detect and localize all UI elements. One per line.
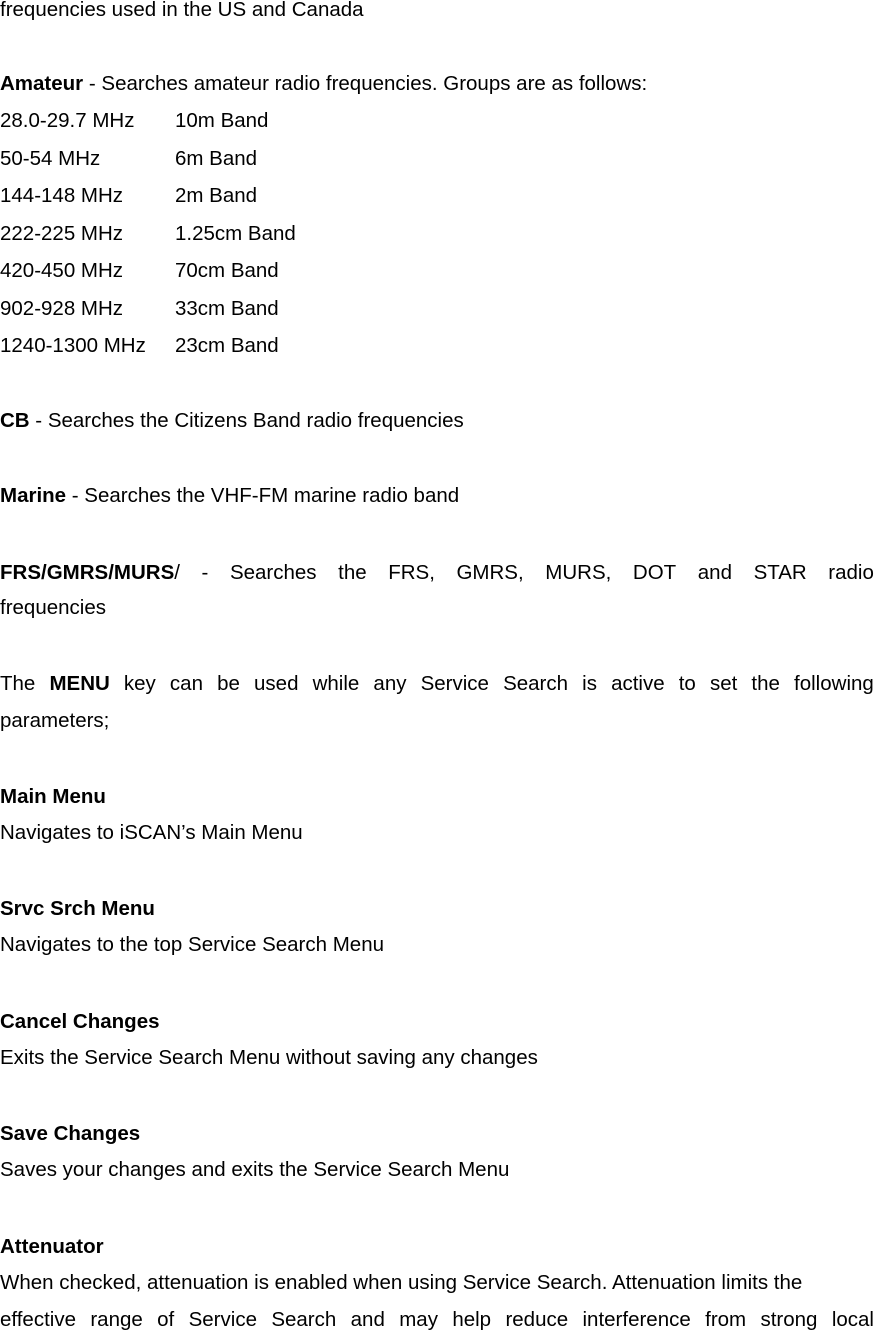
band-freq: 50-54 MHz (0, 147, 101, 170)
attenuator-word: Service (188, 1308, 257, 1331)
band-freq: 902-928 MHz (0, 297, 124, 320)
cb-term: CB (0, 409, 30, 432)
marine-term: Marine (0, 484, 67, 507)
menu-intro-word: used (254, 672, 299, 695)
save-changes-title: Save Changes (0, 1122, 141, 1145)
attenuator-word: Search (271, 1308, 337, 1331)
menu-intro-word: following (794, 672, 874, 695)
menu-intro-word: Search (503, 672, 569, 695)
attenuator-word: effective (0, 1308, 76, 1331)
band-freq: 144-148 MHz (0, 184, 124, 207)
srvc-srch-menu-title: Srvc Srch Menu (0, 897, 155, 920)
menu-intro-word: is (582, 672, 597, 695)
attenuator-title: Attenuator (0, 1235, 104, 1258)
cb-desc: - Searches the Citizens Band radio frequencies (29, 409, 464, 432)
attenuator-desc-line2 (0, 1308, 874, 1332)
amateur-desc: - Searches amateur radio frequencies. Groups are as follows: (83, 72, 648, 95)
frs-word: - (201, 561, 209, 584)
frs-word: radio (828, 561, 874, 584)
band-freq: 420-450 MHz (0, 259, 124, 282)
attenuator-word: interference (582, 1308, 691, 1331)
frs-word: / (174, 561, 180, 584)
band-name: 6m Band (175, 147, 258, 170)
attenuator-word: from (705, 1308, 747, 1331)
attenuator-word: range (90, 1308, 143, 1331)
band-freq: 28.0-29.7 MHz (0, 109, 135, 132)
attenuator-word: local (831, 1308, 874, 1331)
menu-intro-line1 (0, 672, 874, 696)
attenuator-word: and (350, 1308, 385, 1331)
menu-intro-word: while (312, 672, 360, 695)
frs-word: MURS, (545, 561, 612, 584)
amateur-term: Amateur (0, 72, 84, 95)
menu-intro-line2: parameters; (0, 709, 110, 732)
attenuator-word: strong (760, 1308, 818, 1331)
marine-desc: - Searches the VHF-FM marine radio band (66, 484, 460, 507)
attenuator-desc-line1: When checked, attenuation is enabled when using Service Search. Attenuation limits the (0, 1271, 803, 1294)
menu-intro-word: set (709, 672, 738, 695)
menu-intro-word: be (217, 672, 240, 695)
frs-word: DOT (632, 561, 677, 584)
menu-intro-word: The (0, 672, 36, 695)
attenuator-word: help (452, 1308, 492, 1331)
frs-word: STAR (753, 561, 807, 584)
band-name: 1.25cm Band (175, 222, 296, 245)
frs-term: FRS/GMRS/MURS (0, 561, 175, 584)
save-changes-desc: Saves your changes and exits the Service Search Menu (0, 1158, 510, 1181)
amateur-paragraph (0, 72, 647, 96)
band-name: 23cm Band (175, 334, 279, 357)
menu-intro-word: key (123, 672, 156, 695)
menu-intro-word: can (169, 672, 203, 695)
srvc-srch-menu-desc: Navigates to the top Service Search Menu (0, 933, 385, 956)
menu-intro-word: any (373, 672, 407, 695)
band-name: 10m Band (175, 109, 269, 132)
menu-intro-word: active (611, 672, 665, 695)
attenuator-word: reduce (505, 1308, 569, 1331)
frs-term-group (0, 561, 180, 585)
band-name: 70cm Band (175, 259, 279, 282)
menu-intro-word: to (678, 672, 696, 695)
menu-intro-word: Service (420, 672, 489, 695)
frs-word: FRS, (388, 561, 435, 584)
menu-key-term: MENU (49, 672, 110, 695)
frs-word: and (697, 561, 732, 584)
frs-word: the (338, 561, 367, 584)
band-name: 2m Band (175, 184, 258, 207)
menu-intro-word: the (751, 672, 780, 695)
band-freq: 222-225 MHz (0, 222, 124, 245)
cancel-changes-desc: Exits the Service Search Menu without saving any changes (0, 1046, 538, 1069)
main-menu-desc: Navigates to iSCAN’s Main Menu (0, 821, 303, 844)
main-menu-title: Main Menu (0, 785, 106, 808)
frs-word: Searches (229, 561, 317, 584)
attenuator-word: of (157, 1308, 175, 1331)
intro-tail-text: frequencies used in the US and Canada (0, 0, 364, 21)
frs-paragraph-line1 (0, 561, 874, 585)
frs-word: GMRS, (456, 561, 524, 584)
cancel-changes-title: Cancel Changes (0, 1010, 160, 1033)
cb-paragraph (0, 409, 464, 433)
attenuator-word: may (399, 1308, 438, 1331)
band-freq: 1240-1300 MHz (0, 334, 146, 357)
frs-paragraph-line2: frequencies (0, 596, 106, 619)
marine-paragraph (0, 484, 459, 508)
band-name: 33cm Band (175, 297, 279, 320)
